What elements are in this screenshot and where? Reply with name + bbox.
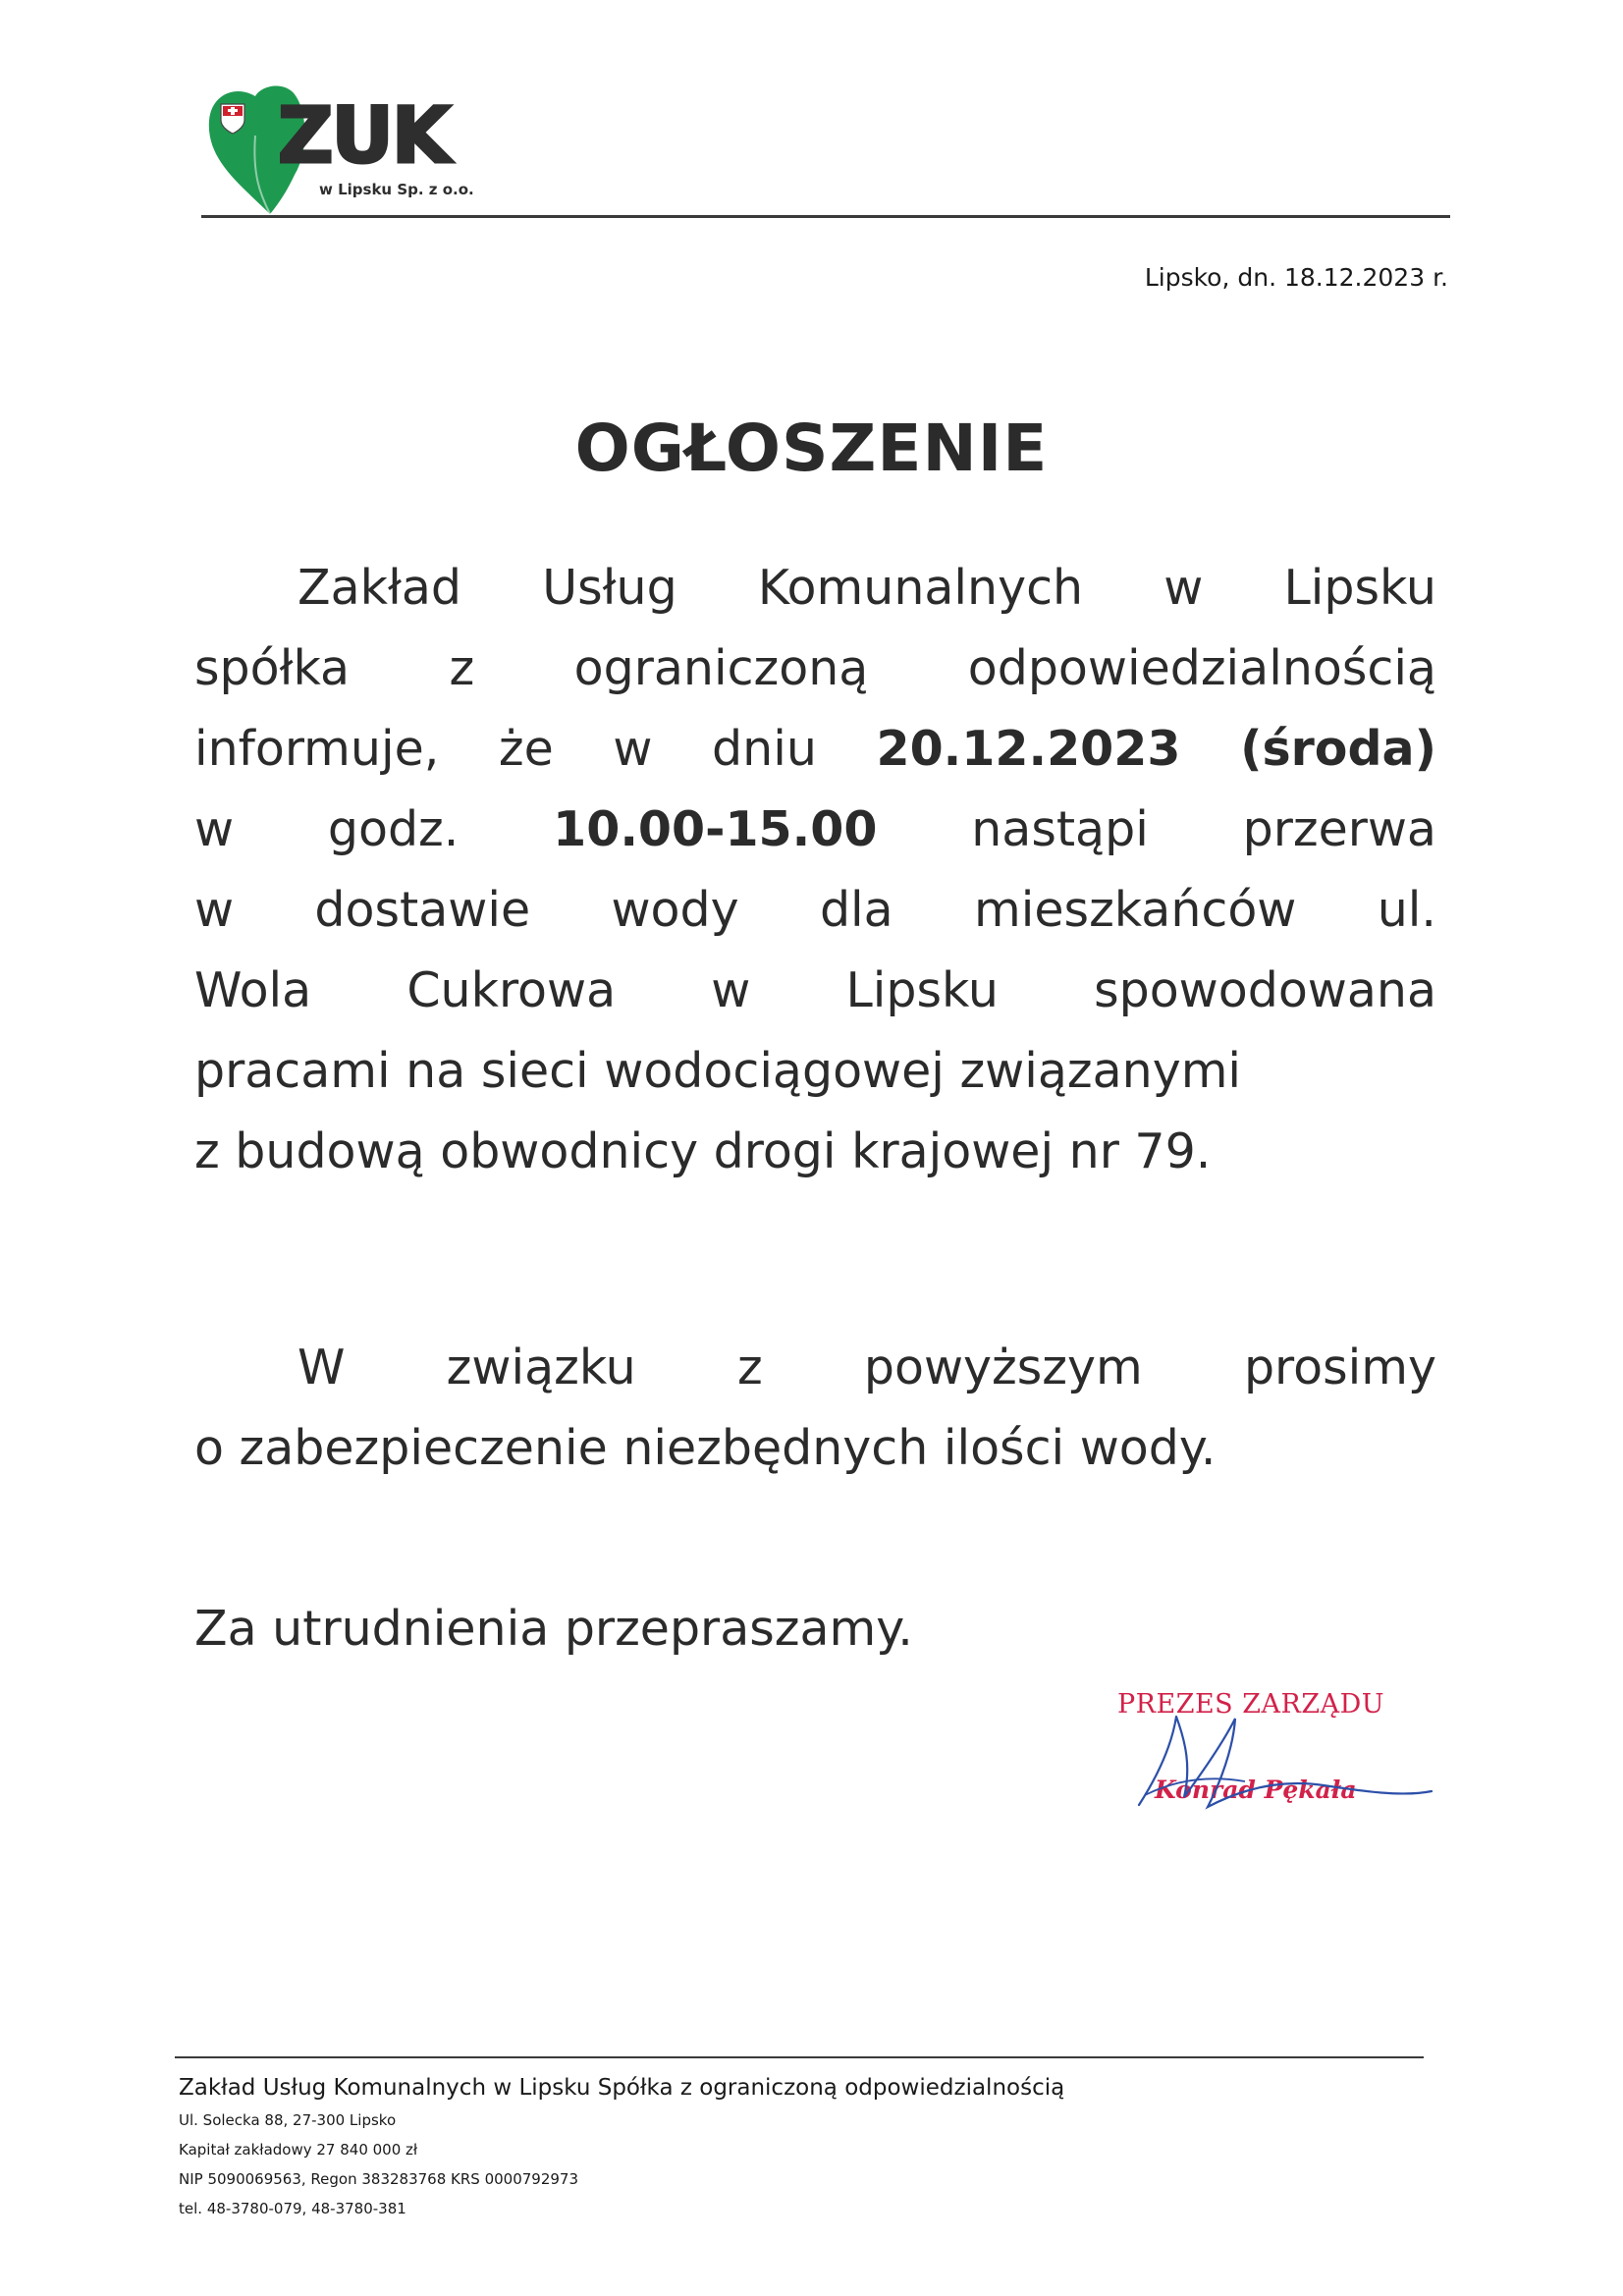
outage-date: 20.12.2023 xyxy=(876,721,1181,777)
word: w xyxy=(613,721,653,777)
text-line xyxy=(194,1031,1436,1112)
request-paragraph xyxy=(194,1328,1436,1489)
word: w xyxy=(194,882,235,938)
text-segment: Za utrudnienia przepraszamy. xyxy=(194,1601,913,1657)
signature-block xyxy=(1117,1689,1471,1827)
word: odpowiedzialnością xyxy=(967,640,1436,696)
word: dostawie xyxy=(314,882,531,938)
word: prosimy xyxy=(1243,1339,1436,1395)
text-line xyxy=(194,1408,1436,1489)
word: ul. xyxy=(1377,882,1436,938)
page-title: OGŁOSZENIE xyxy=(574,410,1049,486)
text-line xyxy=(194,709,1436,790)
logo-text: ZUK xyxy=(278,92,450,181)
word: Cukrowa xyxy=(406,962,617,1018)
text-segment: pracami na sieci wodociągowej związanymi xyxy=(194,1043,1242,1099)
text-line xyxy=(194,629,1436,709)
apology-paragraph xyxy=(194,1589,1436,1669)
word: nastąpi xyxy=(971,801,1149,857)
word: spółka xyxy=(194,640,351,696)
logo-subtext: w Lipsku Sp. z o.o. xyxy=(319,181,474,198)
announcement-paragraph xyxy=(194,548,1436,1192)
footer xyxy=(179,2070,1064,2223)
company-logo xyxy=(201,77,515,224)
text-line xyxy=(194,1589,1436,1669)
text-line xyxy=(194,951,1436,1031)
word: Komunalnych xyxy=(757,560,1084,616)
text-segment: o zabezpieczenie niezbędnych ilości wody. xyxy=(194,1420,1217,1476)
text-line xyxy=(194,1328,1436,1408)
word: godz. xyxy=(327,801,460,857)
word: spowodowana xyxy=(1094,962,1436,1018)
word: Usług xyxy=(542,560,677,616)
word: W xyxy=(298,1339,346,1395)
outage-hours: 10.00-15.00 xyxy=(553,801,878,857)
word: że xyxy=(498,721,554,777)
word: przerwa xyxy=(1242,801,1436,857)
footer-rule xyxy=(175,2056,1424,2058)
signature-name-stamp: Konrad Pękała xyxy=(1155,1776,1357,1804)
word: informuje, xyxy=(194,721,440,777)
text-line xyxy=(194,870,1436,951)
word: Lipsku xyxy=(1283,560,1436,616)
word: wody xyxy=(611,882,739,938)
footer-ids: NIP 5090069563, Regon 383283768 KRS 0000792973 xyxy=(179,2170,579,2188)
word: w xyxy=(1163,560,1204,616)
word: w xyxy=(711,962,751,1018)
word: związku xyxy=(446,1339,636,1395)
text-line xyxy=(194,1112,1436,1192)
word: powyższym xyxy=(863,1339,1143,1395)
footer-phone: tel. 48-3780-079, 48-3780-381 xyxy=(179,2200,406,2217)
footer-company: Zakład Usług Komunalnych w Lipsku Spółka z ograniczoną odpowiedzialnością xyxy=(179,2075,1065,2101)
footer-address: Ul. Solecka 88, 27-300 Lipsko xyxy=(179,2111,397,2129)
word: mieszkańców xyxy=(974,882,1297,938)
word: dla xyxy=(819,882,893,938)
word: ograniczoną xyxy=(573,640,869,696)
date-line: Lipsko, dn. 18.12.2023 r. xyxy=(1144,263,1448,292)
signature-role-stamp: PREZES ZARZĄDU xyxy=(1117,1689,1385,1720)
word: z xyxy=(736,1339,763,1395)
text-line xyxy=(194,790,1436,870)
header-rule xyxy=(201,215,1450,218)
word: z xyxy=(449,640,475,696)
text-line xyxy=(194,548,1436,629)
word: Lipsku xyxy=(845,962,999,1018)
word: dniu xyxy=(712,721,817,777)
word: Zakład xyxy=(298,560,462,616)
handwritten-signature xyxy=(1117,1689,1471,1827)
word: Wola xyxy=(194,962,312,1018)
outage-weekday: (środa) xyxy=(1240,721,1436,777)
word: w xyxy=(194,801,235,857)
text-segment: z budową obwodnicy drogi krajowej nr 79. xyxy=(194,1123,1212,1179)
footer-capital: Kapitał zakładowy 27 840 000 zł xyxy=(179,2141,418,2159)
